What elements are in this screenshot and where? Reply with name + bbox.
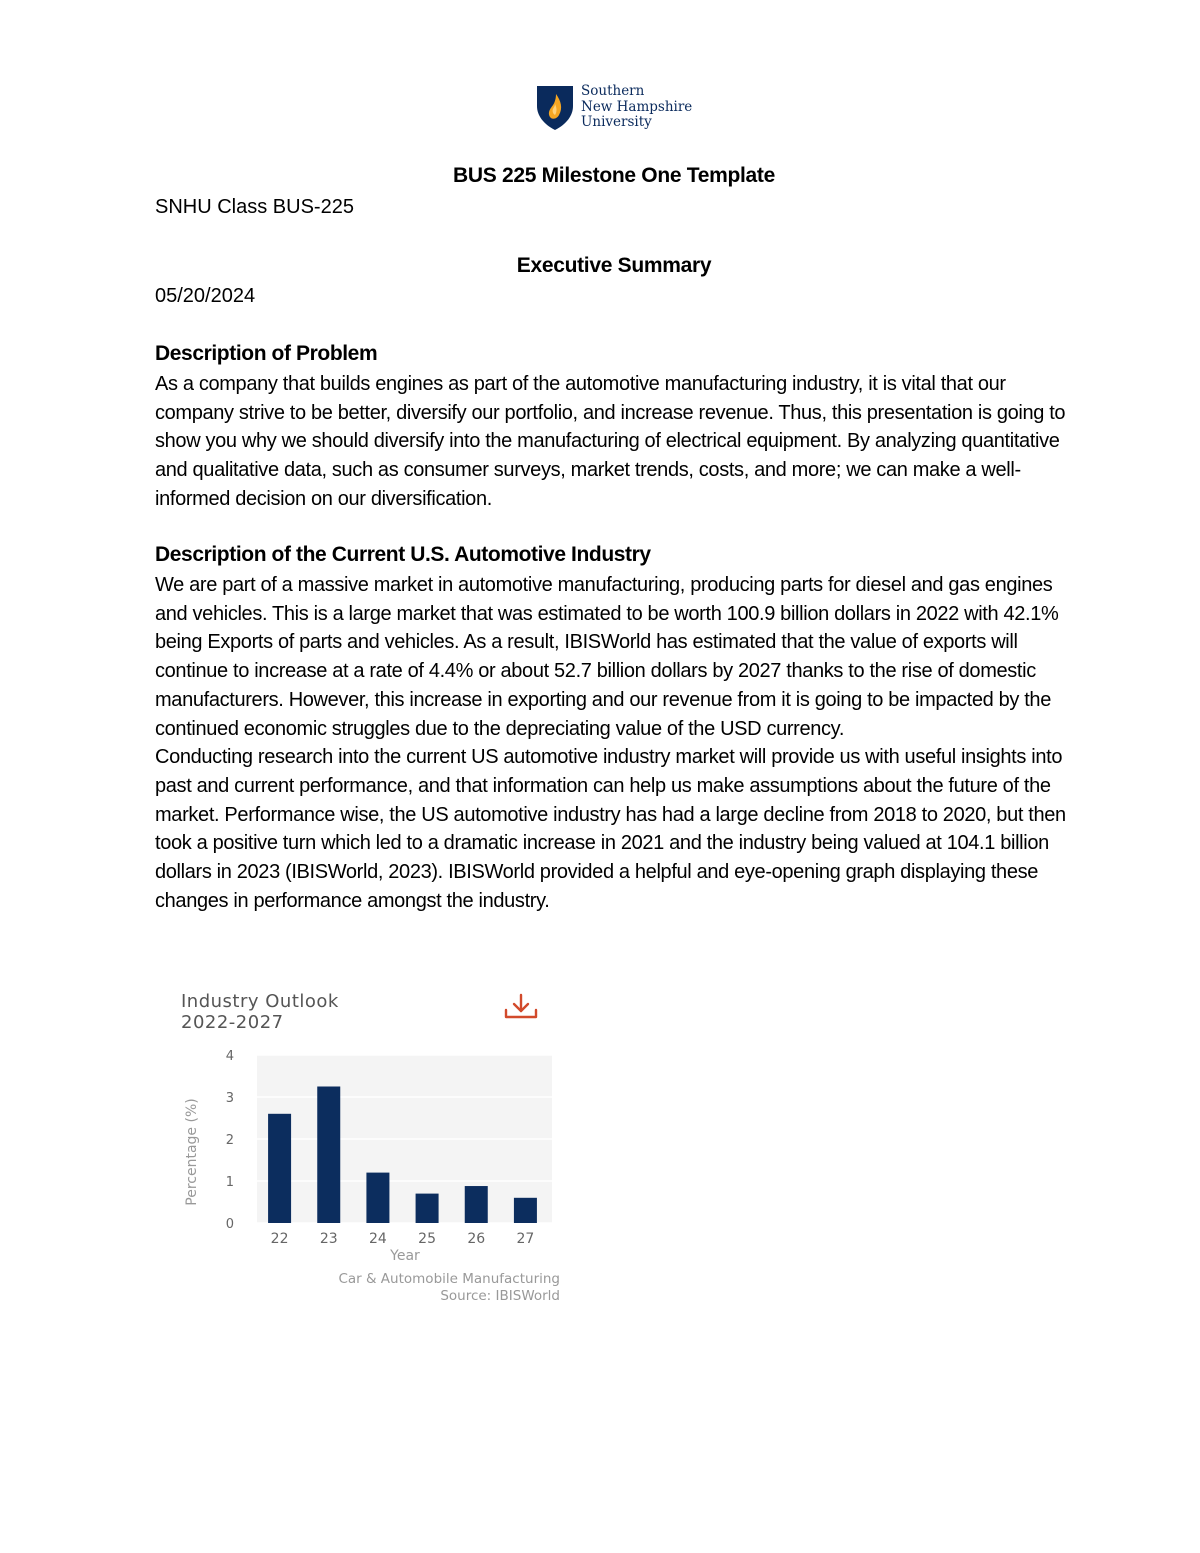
chart-bar [268,1114,291,1223]
chart-ytick-label: 0 [225,1217,234,1232]
chart-title-line-1: Industry Outlook [181,991,339,1012]
executive-summary-title: Executive Summary [516,254,712,277]
problem-paragraph [155,370,1085,514]
chart-xtick-label: 25 [418,1231,436,1247]
chart-ytick-label: 1 [225,1175,234,1190]
industry-paragraph-2: Conducting research into the current US automotive industry market will provide us with useful insights into past and current performance, and that information can help us make assumptions about the future of the market. Performance wise, the US automotive industry has had a large decline from 2018 to 2020, but then took a positive turn which led to a dramatic increase in 2021 and the industry being valued at 104.1 billion dollars in 2023 (IBISWorld, 2023). IBISWorld provided a helpful and eye-opening graph displaying these changes in performance amongst the industry. [155,746,1066,912]
chart-svg [170,985,570,1315]
university-logo [535,84,705,134]
shield-flame-icon [535,84,575,132]
industry-paragraphs [155,571,1085,915]
chart-xtick-label: 22 [270,1231,289,1247]
chart-ytick-label: 4 [225,1049,234,1064]
chart-xtick-label: 27 [516,1231,535,1247]
chart-bar [465,1186,488,1223]
problem-text: As a company that builds engines as part of the automotive manufacturing industry, it is vital that our company strive to be better, diversify our portfolio, and increase revenue. Thus, this presentation is going to show you why we should diversify into the manufacturing of electrical equipment. By analyzing quantitative and qualitative data, such as consumer surveys, market trends, costs, and more; we can make a well-informed decision on our diversification. [155,373,1066,510]
logo-line-2: New Hampshire [581,98,693,115]
chart-bar [416,1194,439,1223]
chart-ytick-label: 3 [225,1091,234,1106]
chart-yticks [226,1049,234,1232]
chart-footer-line-1: Car & Automobile Manufacturing [338,1271,560,1287]
class-line: SNHU Class BUS-225 [155,196,354,218]
logo-line-1: Southern [581,83,645,99]
chart-xtick-label: 23 [319,1231,338,1247]
document-title: BUS 225 Milestone One Template [452,164,776,187]
industry-outlook-chart [170,985,570,1315]
download-icon[interactable] [506,995,536,1017]
chart-xtick-label: 26 [467,1231,486,1247]
chart-bar [317,1087,340,1224]
problem-heading: Description of Problem [155,342,378,365]
chart-xticks [271,1231,535,1247]
chart-xtick-label: 24 [369,1231,387,1247]
chart-bar [366,1173,389,1223]
chart-bar [514,1198,537,1223]
chart-y-axis-label: Percentage (%) [184,1098,200,1206]
chart-title-line-2: 2022-2027 [181,1012,284,1033]
chart-x-axis-label: Year [390,1248,420,1264]
industry-paragraph-1: We are part of a massive market in automotive manufacturing, producing parts for diesel and gas engines and vehicles. This is a large market that was estimated to be worth 100.9 billion dollars in 2022 with 42.1% being Exports of parts and vehicles. As a result, IBISWorld has estimated that the value of exports will continue to increase at a rate of 4.4% or about 52.7 billion dollars by 2027 thanks to the rise of domestic manufacturers. However, this increase in exporting and our revenue from it is going to be impacted by the continued economic struggles due to the depreciating value of the USD currency. [155,574,1059,740]
chart-ytick-label: 2 [225,1133,234,1148]
chart-footer-line-2: Source: IBISWorld [440,1288,560,1304]
industry-heading: Description of the Current U.S. Automotive Industry [155,543,651,566]
chart-grid [257,1055,552,1223]
logo-line-3: University [581,114,652,130]
document-date: 05/20/2024 [155,285,256,307]
